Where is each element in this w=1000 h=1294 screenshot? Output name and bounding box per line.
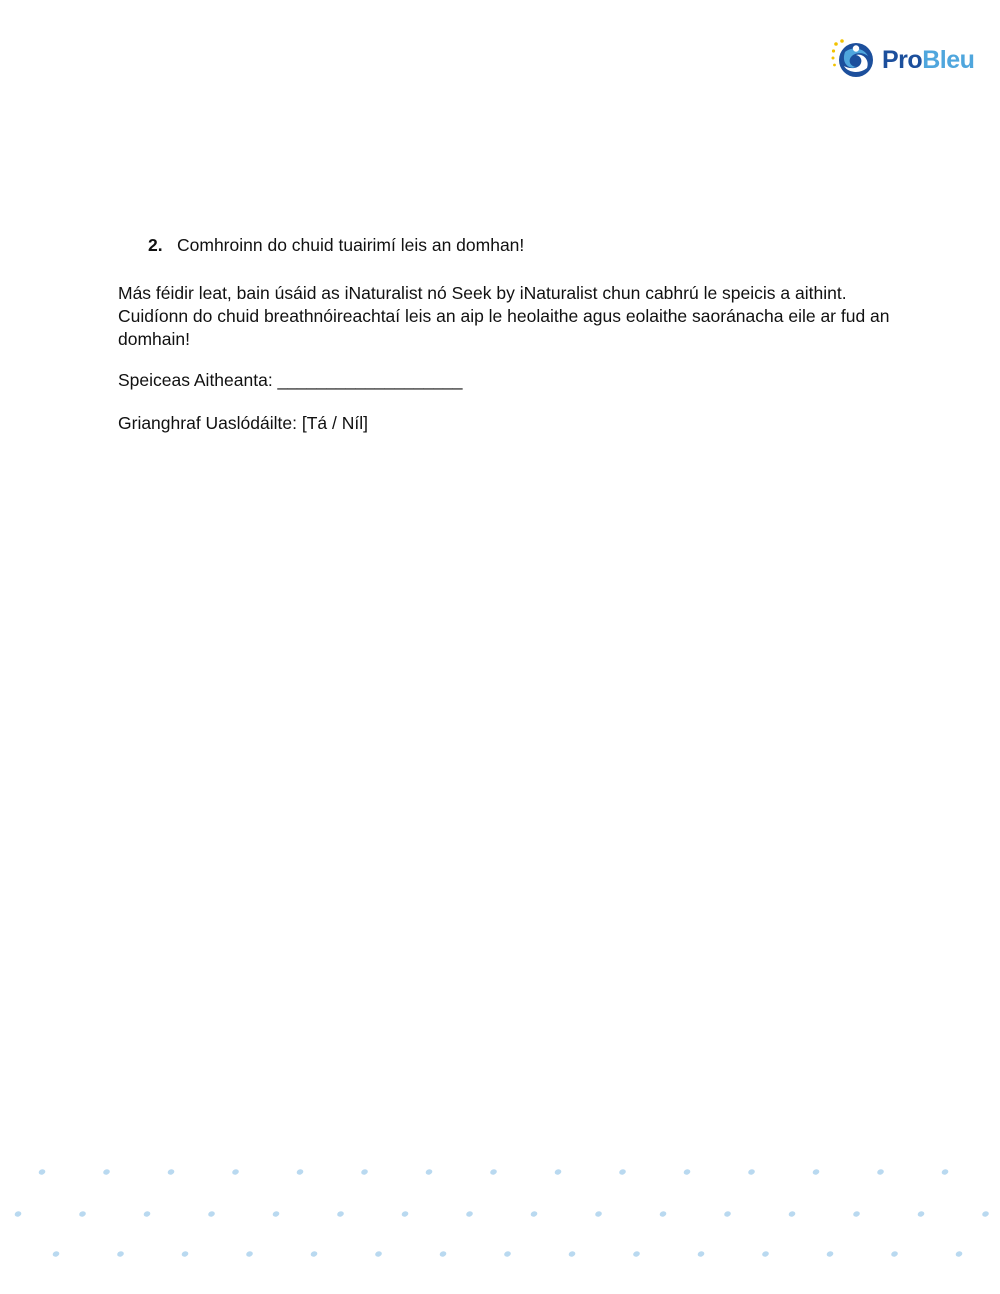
decorative-dot — [296, 1168, 304, 1175]
logo-wordmark — [882, 45, 975, 74]
decorative-dot — [941, 1168, 949, 1175]
decorative-dot — [465, 1210, 473, 1217]
decorative-dot — [78, 1210, 86, 1217]
decorative-dot — [272, 1210, 280, 1217]
decorative-dot — [181, 1250, 189, 1257]
decorative-dot — [143, 1210, 151, 1217]
photo-uploaded-field: Grianghraf Uaslódáilte: [Tá / Níl] — [118, 413, 368, 433]
decorative-dot — [697, 1250, 705, 1257]
probleu-swirl-logo-icon — [830, 38, 876, 82]
decorative-dot — [167, 1168, 175, 1175]
decorative-dot — [632, 1250, 640, 1257]
list-item-text: Comhroinn do chuid tuairimí leis an domhan! — [177, 235, 525, 255]
decorative-dot — [503, 1250, 511, 1257]
decorative-dot — [618, 1168, 626, 1175]
decorative-dot — [955, 1250, 963, 1257]
decorative-dot — [360, 1168, 368, 1175]
instruction-paragraph: Más féidir leat, bain úsáid as iNaturalist nó Seek by iNaturalist chun cabhrú le speicis a aithint. Cuidíonn do chuid breathnóireachtaí leis an aip le heolaithe agus eolaithe saoránacha eile ar fud an domhain! — [118, 283, 890, 349]
decorative-dot — [116, 1250, 124, 1257]
decorative-dot — [812, 1168, 820, 1175]
decorative-dot — [554, 1168, 562, 1175]
decorative-dot — [530, 1210, 538, 1217]
decorative-dot — [207, 1210, 215, 1217]
decorative-dot — [336, 1210, 344, 1217]
decorative-dot — [14, 1210, 22, 1217]
decorative-dot — [683, 1168, 691, 1175]
decorative-dot — [917, 1210, 925, 1217]
logo-text-bleu: Bleu — [922, 45, 975, 74]
decorative-dot — [747, 1168, 755, 1175]
decorative-dot — [981, 1210, 989, 1217]
decorative-dot — [594, 1210, 602, 1217]
decorative-dot — [231, 1168, 239, 1175]
logo-text-pro: Pro — [882, 45, 923, 74]
document-body — [118, 234, 898, 455]
decorative-dot — [761, 1250, 769, 1257]
decorative-dot — [489, 1168, 497, 1175]
decorative-dot — [568, 1250, 576, 1257]
decorative-dot — [102, 1168, 110, 1175]
probleu-logo — [830, 38, 974, 82]
decorative-dot — [876, 1168, 884, 1175]
decorative-dot — [52, 1250, 60, 1257]
decorative-dot — [374, 1250, 382, 1257]
numbered-list-item — [148, 234, 898, 257]
decorative-dot — [890, 1250, 898, 1257]
decorative-dot — [38, 1168, 46, 1175]
decorative-dot — [723, 1210, 731, 1217]
decorative-dot — [659, 1210, 667, 1217]
decorative-dot — [310, 1250, 318, 1257]
decorative-dot — [788, 1210, 796, 1217]
decorative-dot — [852, 1210, 860, 1217]
decorative-dot — [439, 1250, 447, 1257]
decorative-dot — [401, 1210, 409, 1217]
footer-dot-pattern — [0, 1150, 1000, 1280]
list-number: 2. — [148, 235, 163, 255]
decorative-dot — [826, 1250, 834, 1257]
species-identified-field: Speiceas Aitheanta: ___________________ — [118, 370, 463, 390]
decorative-dot — [245, 1250, 253, 1257]
decorative-dot — [425, 1168, 433, 1175]
